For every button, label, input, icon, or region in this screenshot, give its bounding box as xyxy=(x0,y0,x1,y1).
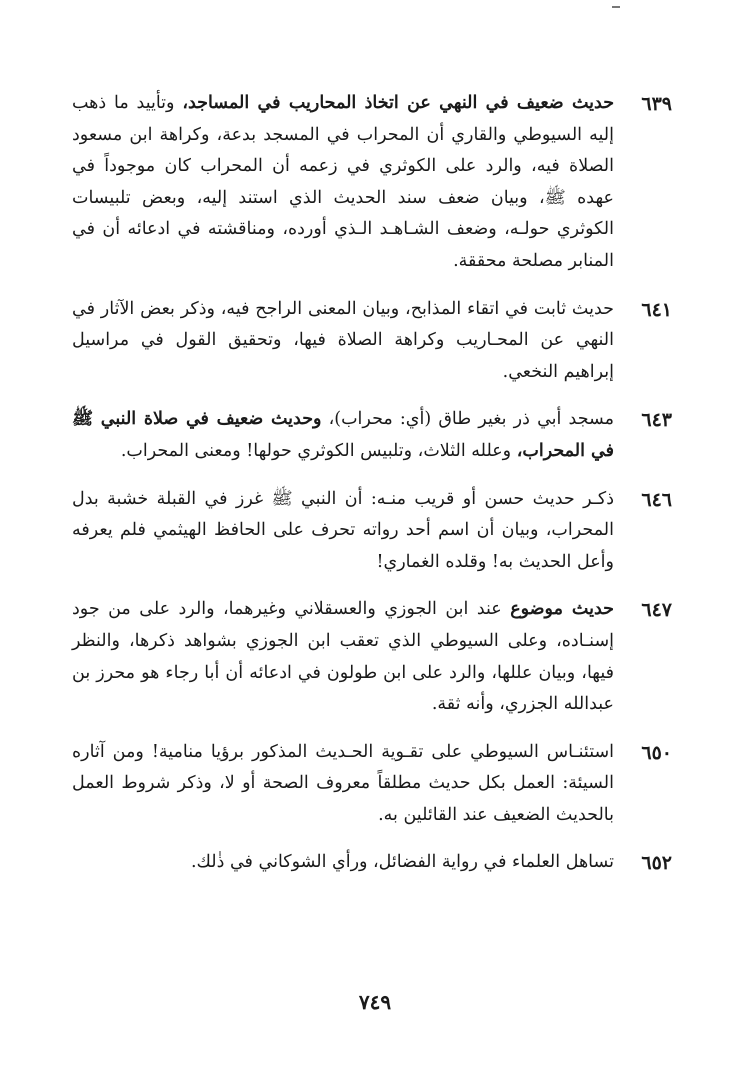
entry-bold-text: وحديث ضعيف في صلاة النبي ﷺ في المحراب، xyxy=(72,409,614,461)
page-number: ٧٤٩ xyxy=(358,990,392,1014)
index-entry xyxy=(72,847,672,880)
index-entry xyxy=(72,737,672,832)
entry-text xyxy=(72,88,614,278)
entry-body-text: وتأييد ما ذهب إليه السيوطي والقاري أن المحراب في المسجد بدعة، وكراهة ابن مسعود الصلاة فيه، والرد على الكوثري في زعمه أن المحراب كان موجوداً في عهده ﷺ، وبيان ضعف سند الحديث الذي استند إليه، وبعض تلبيسات الكوثري حولـه، وضعف الشـاهـد الـذي أورده، ومناقشته في ادعائه أن في المنابر مصلحة محققة. xyxy=(72,93,614,271)
entry-text xyxy=(72,404,614,467)
entry-body-text: عند ابن الجوزي والعسقلاني وغيرهما، والرد على من جود إسنـاده، وعلى السيوطي الذي تعقب ابن الجوزي بشواهد ذكرها، والنظر فيها، وبيان عللها، والرد على ابن طولون في ادعائه أن أبا رجاء هو محرز بن عبدالله الجزري، وأنه ثقة. xyxy=(72,599,614,715)
entry-text xyxy=(72,594,614,720)
entry-body-text: ذكـر حديث حسن أو قريب منـه: أن النبي ﷺ غرز في القبلة خشبة بدل المحراب، وبيان أن اسم أحد رواته تحرف على الحافظ الهيثمي فلم يعرفه وأعل الحديث به! وقلده الغماري! xyxy=(72,488,614,572)
entry-body-text: حديث ثابت في اتقاء المذابح، وبيان المعنى الراجح فيه، وذكر بعض الآثار في النهي عن المحـاريب وكراهة الصلاة فيها، وتحقيق القول في مراسيل إبراهيم النخعي. xyxy=(72,298,614,382)
entry-number: ٦٤٧ xyxy=(641,599,672,622)
index-entry xyxy=(72,594,672,720)
index-entry xyxy=(72,294,672,389)
entry-number: ٦٥٠ xyxy=(641,741,672,764)
entry-text xyxy=(72,847,614,879)
entry-body-text: مسجد أبي ذر بغير طاق (أي: محراب)، xyxy=(321,409,614,430)
entry-text xyxy=(72,484,614,579)
entry-number: ٦٤٦ xyxy=(641,488,672,511)
index-entry xyxy=(72,404,672,467)
scan-mark xyxy=(612,6,620,8)
entry-body-text-after: وعلله الثلاث، وتلبيس الكوثري حولها! ومعنى المحراب. xyxy=(120,440,517,461)
entry-body-text: تساهل العلماء في رواية الفضائل، ورأي الشوكاني في ذٰلك. xyxy=(190,852,614,873)
entry-text xyxy=(72,737,614,832)
entry-bold-text: حديث ضعيف في النهي عن اتخاذ المحاريب في المساجد، xyxy=(182,93,615,113)
entry-body-text: استئنـاس السيوطي على تقـوية الحـديث المذكور برؤيا منامية! ومن آثاره السيئة: العمل بكل حديث مطلقاً معروف الصحة أو لا، وذكر شروط العمل بالحديث الضعيف عند القائلين به. xyxy=(72,741,614,825)
entry-number: ٦٥٢ xyxy=(641,852,672,875)
entry-text xyxy=(72,294,614,389)
entry-number: ٦٤٣ xyxy=(641,409,672,432)
entry-bold-text: حديث موضوع xyxy=(510,599,614,620)
index-entry xyxy=(72,484,672,579)
entry-number: ٦٤١ xyxy=(641,298,672,321)
entry-number: ٦٣٩ xyxy=(641,93,672,115)
index-page xyxy=(72,88,672,896)
index-entry xyxy=(72,88,672,278)
